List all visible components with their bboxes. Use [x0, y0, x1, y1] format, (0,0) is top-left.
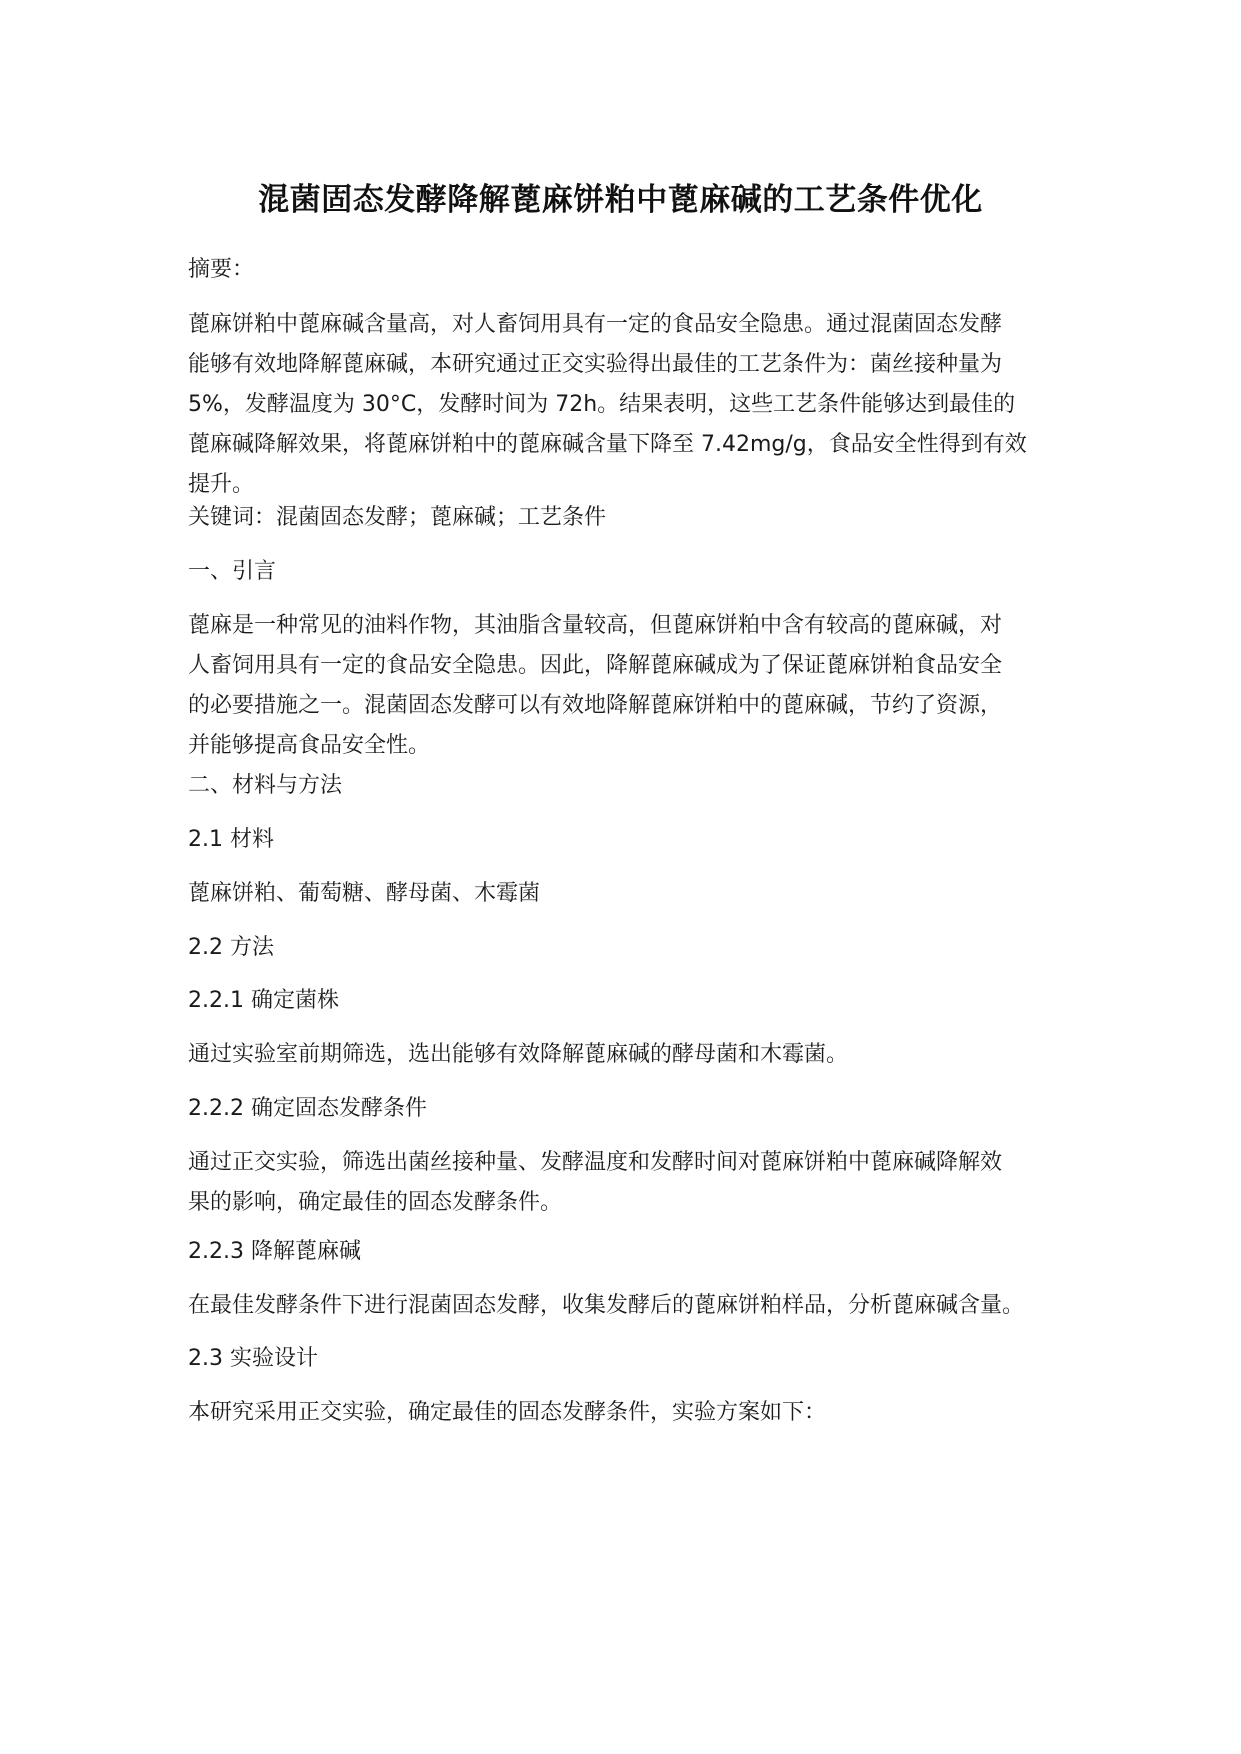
degradation-text: 在最佳发酵条件下进行混菌固态发酵，收集发酵后的蓖麻饼粕样品，分析蓖麻碱含量。	[188, 1293, 1025, 1318]
fermentation-conditions-line: 通过正交实验，筛选出菌丝接种量、发酵温度和发酵时间对蓖麻饼粕中蓖麻碱降解效	[188, 1150, 1003, 1175]
introduction-line: 人畜饲用具有一定的食品安全隐患。因此，降解蓖麻碱成为了保证蓖麻饼粕食品安全	[188, 653, 1003, 678]
fermentation-conditions-line: 果的影响，确定最佳的固态发酵条件。	[188, 1190, 563, 1215]
subsection-heading-strain: 2.2.1 确定菌株	[188, 988, 339, 1013]
fermentation-conditions-paragraph	[188, 1143, 1068, 1223]
subsection-heading-degradation: 2.2.3 降解蓖麻碱	[188, 1239, 361, 1264]
introduction-line: 并能够提高食品安全性。	[188, 733, 431, 758]
introduction-line: 蓖麻是一种常见的油料作物，其油脂含量较高，但蓖麻饼粕中含有较高的蓖麻碱，对	[188, 613, 1003, 638]
section-heading-materials-methods: 二、材料与方法	[188, 773, 343, 798]
subsection-heading-methods: 2.2 方法	[188, 935, 274, 960]
strain-text: 通过实验室前期筛选，选出能够有效降解蓖麻碱的酵母菌和木霉菌。	[188, 1042, 849, 1067]
materials-text: 蓖麻饼粕、葡萄糖、酵母菌、木霉菌	[188, 881, 541, 906]
abstract-line: 蓖麻碱降解效果，将蓖麻饼粕中的蓖麻碱含量下降至 7.42mg/g，食品安全性得到有效	[188, 432, 1027, 457]
abstract-paragraph	[188, 305, 1068, 505]
abstract-line: 提升。	[188, 472, 255, 497]
introduction-paragraph	[188, 606, 1068, 766]
keywords: 关键词：混菌固态发酵；蓖麻碱；工艺条件	[188, 505, 607, 530]
abstract-label: 摘要：	[188, 257, 255, 282]
abstract-line: 能够有效地降解蓖麻碱，本研究通过正交实验得出最佳的工艺条件为：菌丝接种量为	[188, 352, 1003, 377]
subsection-heading-materials: 2.1 材料	[188, 827, 274, 852]
experimental-design-text: 本研究采用正交实验，确定最佳的固态发酵条件，实验方案如下：	[188, 1400, 827, 1425]
subsection-heading-experimental-design: 2.3 实验设计	[188, 1346, 318, 1371]
abstract-line: 5%，发酵温度为 30°C，发酵时间为 72h。结果表明，这些工艺条件能够达到最佳的	[188, 392, 1016, 417]
introduction-line: 的必要措施之一。混菌固态发酵可以有效地降解蓖麻饼粕中的蓖麻碱，节约了资源，	[188, 693, 1003, 718]
document-title: 混菌固态发酵降解蓖麻饼粕中蓖麻碱的工艺条件优化	[258, 182, 983, 218]
section-heading-introduction: 一、引言	[188, 559, 277, 584]
subsection-heading-fermentation-conditions: 2.2.2 确定固态发酵条件	[188, 1096, 427, 1121]
abstract-line: 蓖麻饼粕中蓖麻碱含量高，对人畜饲用具有一定的食品安全隐患。通过混菌固态发酵	[188, 312, 1003, 337]
